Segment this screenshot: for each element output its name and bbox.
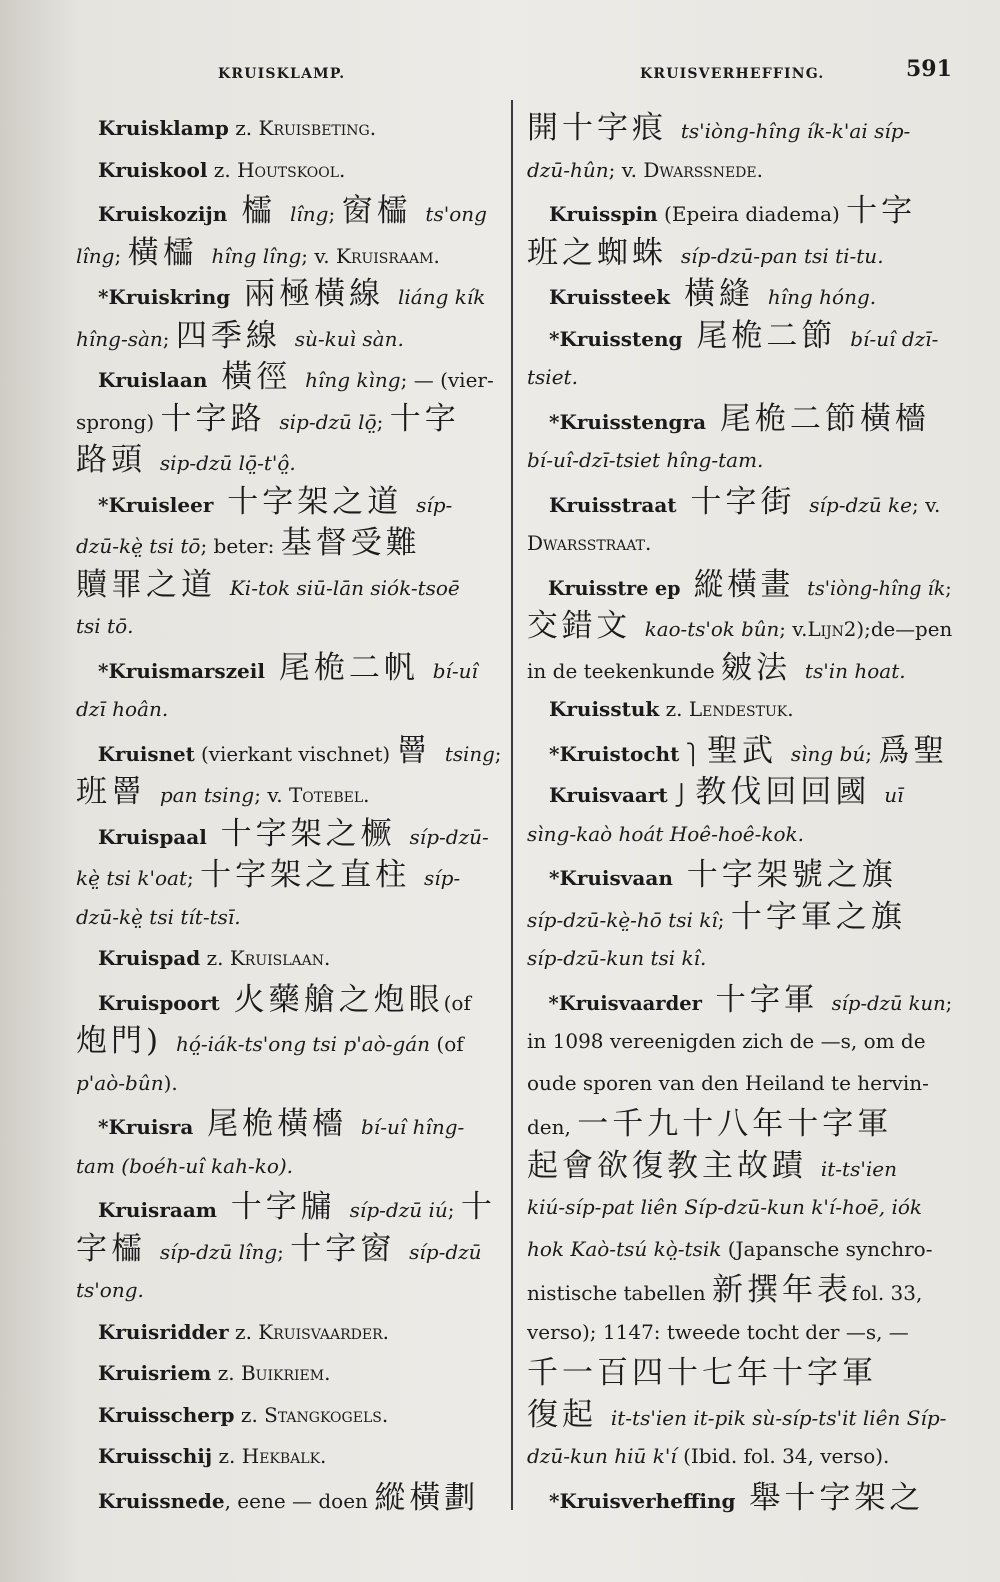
entry-line <box>527 440 952 482</box>
chinese-characters: 舉十字架之 <box>735 1479 925 1516</box>
cross-reference: Totebel. <box>288 783 370 807</box>
text: oude sporen van den Heiland te hervin- <box>527 1070 929 1095</box>
entry-line <box>527 1146 952 1188</box>
running-head-left: KRUISKLAMP. <box>218 66 346 82</box>
chinese-characters: 贖罪之道 <box>76 566 230 603</box>
chinese-characters: 尾桅橫檣 <box>193 1106 361 1142</box>
headword: Kruisstraat <box>549 492 677 517</box>
chinese-characters: 四季線 <box>175 317 295 354</box>
entry-line <box>76 731 502 773</box>
entry-line <box>76 814 501 856</box>
romanization: bí-uî <box>432 658 478 683</box>
romanization: liáng kík <box>398 285 486 309</box>
entry-line <box>76 1478 501 1520</box>
romanization: síp-dzū ke <box>809 492 912 517</box>
running-head-right: KRUISVERHEFFING. <box>640 66 825 82</box>
romanization: it-ts'ien <box>820 1156 897 1181</box>
chinese-characters: 尾桅二帆 <box>264 649 433 686</box>
text: nistische tabellen <box>527 1281 712 1305</box>
romanization: Ki-tok siū-lān siók-tsoē <box>229 575 460 600</box>
romanization: bí-uî-dzī-tsiet hîng-tam. <box>527 448 764 472</box>
text: (of <box>443 990 471 1015</box>
entry-line <box>527 482 952 524</box>
text: ; <box>162 326 176 351</box>
chinese-characters: 十字架之道 <box>213 483 417 520</box>
entry-line <box>76 523 501 565</box>
text: (of <box>430 1032 464 1056</box>
text: 2);de—pen <box>843 617 953 641</box>
entry-line <box>76 565 501 607</box>
chinese-characters: 橫縫 <box>670 276 768 312</box>
cross-reference: Lijn <box>807 617 844 641</box>
chinese-characters: 窗櫺 <box>341 193 426 229</box>
romanization: ts'in hoat. <box>804 658 906 683</box>
entry-line <box>76 1270 501 1312</box>
headword: *Kruistocht <box>549 741 680 766</box>
romanization: síp-dzū iú <box>349 1198 448 1222</box>
text: ; <box>945 990 953 1015</box>
romanization: lîng <box>76 243 115 268</box>
entry-line <box>76 233 501 275</box>
romanization: hîng lîng <box>211 243 302 268</box>
text: z. <box>659 697 689 721</box>
entry-line <box>76 1187 501 1229</box>
headword: *Kruisleer <box>98 492 214 517</box>
chinese-characters: 復起 <box>527 1396 611 1433</box>
chinese-characters: 教伐回回國 <box>695 774 885 810</box>
romanization: sù-kuì sàn. <box>294 326 404 351</box>
entry-line <box>527 814 952 856</box>
entry-line <box>527 233 952 275</box>
headword: Kruispaal <box>98 824 207 849</box>
romanization: dzū-kè̤ tsi tít-tsī. <box>76 904 241 929</box>
text: ; <box>114 243 128 268</box>
romanization: síp-dzū kun <box>831 990 946 1015</box>
chinese-characters: 十字架號之旗 <box>672 857 897 893</box>
romanization: hîng-sàn <box>76 326 163 351</box>
entry-line <box>527 980 953 1022</box>
text: z. <box>228 116 259 140</box>
text: z. <box>207 157 238 182</box>
romanization: lîng <box>289 202 329 226</box>
cross-reference: Stangkogels. <box>264 1402 389 1427</box>
chinese-characters: 皴法 <box>721 649 805 686</box>
entry-line <box>527 1063 952 1105</box>
text: fol. 33, <box>851 1281 923 1305</box>
romanization: it-ts'ien it-pik sù-síp-ts'it liên Síp- <box>610 1405 947 1430</box>
chinese-characters: 兩極橫線 <box>230 276 399 312</box>
romanization: tsing <box>444 741 495 766</box>
headword: *Kruiskring <box>98 285 231 309</box>
headword: Kruisraam <box>98 1198 217 1222</box>
entry-line <box>76 108 501 150</box>
entry-line <box>527 1312 952 1354</box>
chinese-characters: 十字軍 <box>701 981 832 1018</box>
entry-line <box>76 482 501 524</box>
cross-reference: Dwarssnede. <box>643 157 763 182</box>
chinese-characters: 尾桅二節橫檣 <box>706 400 930 437</box>
romanization: kiú-síp-pat liên Síp-dzū-kun k'í-hoē, iók <box>527 1195 923 1219</box>
entry-line <box>527 897 952 939</box>
romanization: síp- <box>416 492 453 517</box>
headword: Kruissteek <box>549 285 671 309</box>
chinese-characters: 十字牖 <box>216 1189 350 1225</box>
text: ⎭ <box>667 783 696 807</box>
text: ; v. <box>301 243 336 268</box>
text: ; <box>187 866 201 890</box>
entry-line <box>76 1063 501 1105</box>
right-column <box>527 108 952 1519</box>
text: in 1098 vereenigden zich de —s, om de <box>527 1029 926 1053</box>
text: in de teekenkunde <box>527 658 722 683</box>
romanization: dzū-kè̤ tsi tō <box>76 534 201 558</box>
entry-line <box>76 274 501 316</box>
romanization: sip-dzū lō̤-t'ô̤. <box>159 451 296 475</box>
entry-line <box>76 440 501 482</box>
text: ; v. <box>254 783 289 807</box>
entry-line <box>527 191 952 233</box>
entry-line <box>76 150 501 192</box>
chinese-characters: 新撰年表 <box>711 1272 852 1308</box>
entry-line <box>527 1229 952 1271</box>
entry-line <box>76 399 501 441</box>
romanization: síp-dzū- <box>409 824 489 849</box>
headword: Kruisnet <box>97 741 195 766</box>
entry-line <box>76 980 501 1022</box>
chinese-characters: 十字架之直柱 <box>200 857 424 893</box>
chinese-characters: 十字街 <box>676 483 810 520</box>
entry-line <box>527 1021 952 1063</box>
entry-line <box>527 1104 952 1146</box>
romanization: hîng hóng. <box>767 285 877 309</box>
text: ; <box>865 741 879 766</box>
cross-reference: Kruisbeting. <box>258 116 377 140</box>
text: ). <box>163 1070 178 1095</box>
romanization: ts'iòng-hîng ík-k'ai síp- <box>680 119 911 143</box>
headword: *Kruisvaarder <box>548 990 702 1015</box>
cross-reference: Hekbalk. <box>241 1444 327 1468</box>
entry-line <box>527 1436 952 1478</box>
romanization: síp-dzū-kun tsi kî. <box>527 946 707 970</box>
text: ; <box>494 741 502 766</box>
chinese-characters: 罾 <box>396 732 445 769</box>
text: ; v. <box>608 157 644 182</box>
romanization: dzū-hûn <box>527 157 609 182</box>
chinese-characters: 千一百四十七年十字軍 <box>527 1355 877 1391</box>
entry-line <box>76 648 501 690</box>
headword: *Kruisstengra <box>549 409 707 434</box>
romanization: kè̤ tsi k'oat <box>76 866 187 890</box>
text: ; <box>447 1198 461 1222</box>
chinese-characters: 起會欲復教主故蹟 <box>527 1147 821 1184</box>
chinese-characters: 橫櫺 <box>127 234 212 271</box>
chinese-characters: 十字路 <box>160 400 280 437</box>
text: ; v. <box>912 492 941 517</box>
entry-line <box>76 606 501 648</box>
entry-line <box>76 316 501 358</box>
cross-reference: Dwarsstraat. <box>527 531 652 555</box>
entry-line <box>527 1270 952 1312</box>
left-column <box>76 108 501 1519</box>
headword: Kruisvaart <box>549 783 668 807</box>
chinese-characters: 班之蜘蛛 <box>527 234 681 271</box>
entry-line <box>527 938 952 980</box>
cross-reference: Kruisraam. <box>336 243 440 268</box>
romanization: kao-ts'ok bûn <box>644 617 780 641</box>
romanization: síp-dzū lîng <box>159 1239 278 1264</box>
text: ; <box>328 202 342 226</box>
romanization: ts'ong <box>425 202 487 226</box>
headword: Kruisspin <box>549 202 658 226</box>
romanization: p'aò-bûn <box>76 1070 164 1095</box>
chinese-characters: 十字 <box>389 400 460 437</box>
text: ⎫ <box>679 741 708 766</box>
chinese-characters: 尾桅二節 <box>682 317 851 354</box>
headword: Kruiskool <box>98 157 208 182</box>
chinese-characters: 十字 <box>846 193 917 229</box>
entry-line <box>76 1229 501 1271</box>
text: (Epeira diadema) <box>657 202 847 226</box>
text: (Ibid. fol. 34, verso). <box>676 1444 890 1468</box>
headword: Kruisscherp <box>98 1402 235 1427</box>
entry-line <box>527 1478 952 1520</box>
romanization: dzū-kun hiū k'í <box>527 1444 677 1468</box>
text: z. <box>212 1444 242 1468</box>
romanization: uī <box>884 783 904 807</box>
text: sprong) <box>76 409 161 434</box>
entry-line <box>76 1395 501 1437</box>
entry-line <box>527 1353 952 1395</box>
romanization: hîng kìng <box>305 368 401 392</box>
entry-line <box>527 648 952 690</box>
headword: Kruiskozijn <box>98 202 228 226</box>
entry-line <box>527 108 952 150</box>
chinese-characters: 聖武 <box>707 732 791 769</box>
headword: Kruisridder <box>98 1319 229 1344</box>
chinese-characters: 爲聖 <box>878 732 949 769</box>
entry-line <box>76 191 501 233</box>
entry-line <box>527 399 952 441</box>
headword: *Kruisvaan <box>549 866 673 890</box>
entry-line <box>527 316 952 358</box>
entry-line <box>76 772 501 814</box>
romanization: dzī hoân. <box>76 697 169 721</box>
romanization: ts'iòng-hîng ík <box>807 575 946 600</box>
page-number: 591 <box>906 56 952 82</box>
text: ; v. <box>779 617 808 641</box>
headword: Kruispoort <box>98 990 220 1015</box>
entry-line <box>527 150 952 192</box>
text: verso); 1147: tweede tocht der —s, — <box>527 1319 909 1344</box>
entry-line <box>527 274 952 316</box>
chinese-characters: 縱橫劃 <box>374 1479 480 1516</box>
entry-line <box>527 772 952 814</box>
text: ; beter: <box>200 534 281 558</box>
entry-line <box>527 565 952 607</box>
headword: *Kruismarszeil <box>98 658 265 683</box>
headword: Kruisklamp <box>98 116 229 140</box>
entry-line <box>527 1187 952 1229</box>
headword: *Kruissteng <box>549 326 683 351</box>
romanization: sip-dzū lō̤ <box>279 409 377 434</box>
headword: Kruisstuk <box>549 697 660 721</box>
entry-line <box>527 689 952 731</box>
headword: Kruisriem <box>98 1361 212 1385</box>
text: ; <box>376 409 390 434</box>
chinese-characters: 班罾 <box>76 774 160 810</box>
headword: Kruissnede <box>98 1488 225 1513</box>
headword: *Kruisverheffing <box>549 1488 736 1513</box>
column-divider <box>511 100 513 1510</box>
chinese-characters: 一千九十八年十字軍 <box>577 1106 893 1142</box>
cross-reference: Houtskool. <box>237 157 346 182</box>
entry-line <box>527 855 952 897</box>
headword: Kruislaan <box>98 368 208 392</box>
text: den, <box>527 1115 578 1139</box>
entry-line <box>527 357 952 399</box>
romanization: pan tsing <box>159 783 255 807</box>
chinese-characters: 縱橫畫 <box>680 566 808 603</box>
entry-line <box>527 523 952 565</box>
chinese-characters: 十字軍之旗 <box>730 898 906 935</box>
entry-line <box>527 606 953 648</box>
cross-reference: Buikriem. <box>240 1361 331 1385</box>
romanization: bí-uî hîng- <box>361 1115 465 1139</box>
entry-line <box>76 357 501 399</box>
text: z. <box>234 1402 265 1427</box>
chinese-characters: 字櫺 <box>76 1230 160 1267</box>
romanization: hok Kaò-tsú kò̤-tsik <box>527 1236 722 1261</box>
entry-line <box>76 938 501 980</box>
chinese-characters: 開十字痕 <box>527 110 681 146</box>
text: ; — (vier- <box>400 368 494 392</box>
cross-reference: Lendestuk. <box>688 697 794 721</box>
romanization: tsi tō. <box>76 614 134 638</box>
chinese-characters: 基督受難 <box>280 525 421 561</box>
headword: *Kruisra <box>98 1115 194 1139</box>
text: ; <box>945 575 952 600</box>
headword: Kruispad <box>98 946 201 970</box>
chinese-characters: 路頭 <box>76 442 160 478</box>
romanization: síp-dzū-pan tsi ti-tu. <box>680 243 884 268</box>
page-header <box>0 52 1000 92</box>
entry-line <box>76 1436 501 1478</box>
chinese-characters: 十 <box>460 1189 496 1225</box>
text: z. <box>200 946 230 970</box>
text: z. <box>228 1319 259 1344</box>
entry-line <box>76 1312 501 1354</box>
text: , eene — doen <box>224 1488 375 1513</box>
entry-line <box>76 1021 501 1063</box>
romanization: sìng-kaò hoát Hoê-hoê-kok. <box>527 821 805 846</box>
chinese-characters: 橫徑 <box>207 359 306 395</box>
text: ; <box>277 1239 291 1264</box>
headword: Kruisschij <box>98 1444 213 1468</box>
chinese-characters: 火藥艙之炮眼 <box>219 981 444 1018</box>
entry-line <box>527 731 952 773</box>
cross-reference: Kruislaan. <box>229 946 331 970</box>
entry-line <box>76 1146 501 1188</box>
romanization: síp- <box>423 866 461 890</box>
chinese-characters: 十字窗 <box>290 1230 410 1267</box>
entry-line <box>76 897 501 939</box>
text: z. <box>211 1361 241 1385</box>
entry-line <box>76 1353 501 1395</box>
romanization: síp-dzū-kè̤-hō tsi kî <box>527 907 718 932</box>
romanization: tsiet. <box>527 365 578 389</box>
text: ; <box>717 907 731 932</box>
text: (Japansche synchro- <box>721 1236 933 1261</box>
chinese-characters: 櫺 <box>227 193 290 229</box>
entry-line <box>76 689 501 731</box>
headword: Kruisstre ep <box>548 575 681 600</box>
romanization: ts'ong. <box>76 1278 144 1302</box>
chinese-characters: 十字架之橛 <box>206 815 410 852</box>
romanization: hó̤-iák-ts'ong tsi p'aò-gán <box>175 1032 431 1056</box>
chinese-characters: 交錯文 <box>527 608 645 644</box>
entry-line <box>527 1395 952 1437</box>
romanization: síp-dzū <box>409 1239 482 1264</box>
romanization: bí-uî dzī- <box>850 326 939 351</box>
romanization: tam (boéh-uî kah-ko). <box>76 1153 294 1178</box>
chinese-characters: 炮門) <box>76 1023 176 1059</box>
romanization: sìng bú <box>790 741 866 766</box>
entry-line <box>76 855 501 897</box>
text: (vierkant vischnet) <box>194 741 397 766</box>
entry-line <box>76 1104 501 1146</box>
cross-reference: Kruisvaarder. <box>258 1319 389 1344</box>
